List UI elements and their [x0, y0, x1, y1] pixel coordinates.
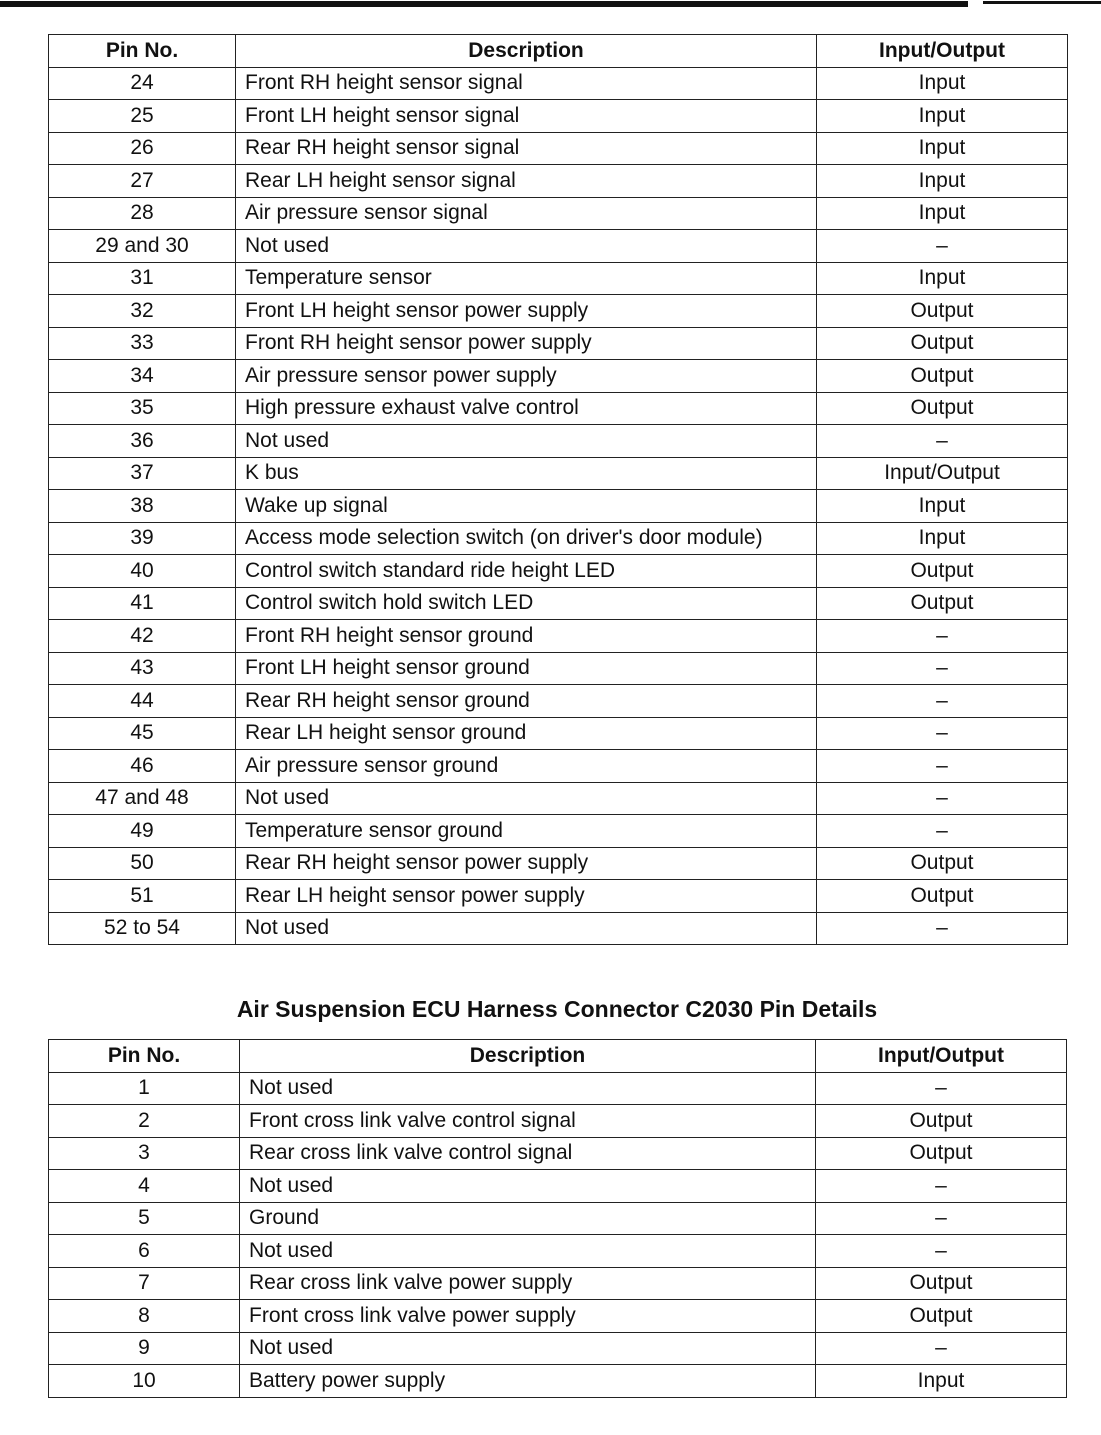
description-cell: Rear RH height sensor ground — [236, 685, 817, 718]
io-cell: Input — [817, 490, 1068, 523]
description-cell: K bus — [236, 457, 817, 490]
pin-cell: 41 — [49, 587, 236, 620]
pin-cell: 25 — [49, 100, 236, 133]
io-cell: – — [816, 1170, 1067, 1203]
io-cell: – — [816, 1235, 1067, 1268]
description-cell: Air pressure sensor ground — [236, 750, 817, 783]
description-cell: Wake up signal — [236, 490, 817, 523]
description-cell: Not used — [236, 912, 817, 945]
pin-cell: 5 — [49, 1202, 240, 1235]
table-row — [49, 457, 1068, 490]
table-row — [49, 685, 1068, 718]
table-row — [49, 880, 1068, 913]
io-cell: – — [817, 230, 1068, 263]
io-cell: Input — [817, 262, 1068, 295]
table-row — [49, 230, 1068, 263]
pin-cell: 33 — [49, 327, 236, 360]
description-cell: Not used — [240, 1072, 816, 1105]
io-cell: Input — [817, 165, 1068, 198]
table-row — [49, 490, 1068, 523]
pin-cell: 35 — [49, 392, 236, 425]
pin-cell: 47 and 48 — [49, 782, 236, 815]
table-row — [49, 652, 1068, 685]
io-cell: – — [817, 685, 1068, 718]
description-cell: Battery power supply — [240, 1365, 816, 1398]
pin-cell: 26 — [49, 132, 236, 165]
table-row — [49, 360, 1068, 393]
pin-cell: 34 — [49, 360, 236, 393]
table-row — [49, 1332, 1067, 1365]
description-cell: Front cross link valve control signal — [240, 1105, 816, 1138]
pin-cell: 50 — [49, 847, 236, 880]
io-cell: – — [816, 1072, 1067, 1105]
pin-cell: 29 and 30 — [49, 230, 236, 263]
pin-cell: 1 — [49, 1072, 240, 1105]
description-cell: Front RH height sensor power supply — [236, 327, 817, 360]
io-cell: Input — [817, 522, 1068, 555]
io-cell: – — [817, 782, 1068, 815]
table-row — [49, 847, 1068, 880]
column-header-description: Description — [240, 1040, 816, 1073]
pin-cell: 49 — [49, 815, 236, 848]
pin-cell: 27 — [49, 165, 236, 198]
description-cell: Not used — [236, 782, 817, 815]
description-cell: Access mode selection switch (on driver's door module) — [236, 522, 817, 555]
pin-cell: 52 to 54 — [49, 912, 236, 945]
table-row — [49, 555, 1068, 588]
pin-cell: 3 — [49, 1137, 240, 1170]
table-row — [49, 1300, 1067, 1333]
pin-cell: 51 — [49, 880, 236, 913]
top-rule — [0, 1, 968, 7]
description-cell: Not used — [240, 1332, 816, 1365]
description-cell: Rear cross link valve control signal — [240, 1137, 816, 1170]
io-cell: Output — [817, 327, 1068, 360]
description-cell: Rear RH height sensor power supply — [236, 847, 817, 880]
table-row — [49, 782, 1068, 815]
io-cell: Output — [817, 587, 1068, 620]
io-cell: Output — [817, 847, 1068, 880]
table-header-row — [49, 35, 1068, 68]
column-header-description: Description — [236, 35, 817, 68]
pin-cell: 31 — [49, 262, 236, 295]
pin-cell: 40 — [49, 555, 236, 588]
table-row — [49, 100, 1068, 133]
io-cell: Input — [817, 67, 1068, 100]
pin-cell: 42 — [49, 620, 236, 653]
io-cell: Output — [816, 1137, 1067, 1170]
description-cell: Not used — [240, 1235, 816, 1268]
pin-cell: 24 — [49, 67, 236, 100]
table-row — [49, 67, 1068, 100]
description-cell: Rear cross link valve power supply — [240, 1267, 816, 1300]
table-row — [49, 1170, 1067, 1203]
io-cell: Output — [816, 1267, 1067, 1300]
description-cell: Ground — [240, 1202, 816, 1235]
column-header-io: Input/Output — [816, 1040, 1067, 1073]
table-row — [49, 1072, 1067, 1105]
io-cell: Input — [816, 1365, 1067, 1398]
io-cell: – — [816, 1332, 1067, 1365]
table-row — [49, 392, 1068, 425]
pin-cell: 44 — [49, 685, 236, 718]
pin-cell: 7 — [49, 1267, 240, 1300]
io-cell: – — [816, 1202, 1067, 1235]
section-title: Air Suspension ECU Harness Connector C2030 Pin Details — [236, 996, 878, 1022]
description-cell: Front RH height sensor signal — [236, 67, 817, 100]
io-cell: – — [817, 912, 1068, 945]
description-cell: Front LH height sensor ground — [236, 652, 817, 685]
pin-cell: 8 — [49, 1300, 240, 1333]
table-row — [49, 912, 1068, 945]
io-cell: Input — [817, 197, 1068, 230]
io-cell: Output — [817, 392, 1068, 425]
pin-cell: 46 — [49, 750, 236, 783]
pin-cell: 10 — [49, 1365, 240, 1398]
io-cell: – — [817, 652, 1068, 685]
io-cell: Input — [817, 100, 1068, 133]
pin-cell: 38 — [49, 490, 236, 523]
io-cell: Output — [816, 1105, 1067, 1138]
description-cell: Temperature sensor ground — [236, 815, 817, 848]
pin-cell: 32 — [49, 295, 236, 328]
table-row — [49, 295, 1068, 328]
pin-table-continued — [48, 34, 1068, 945]
pin-cell: 37 — [49, 457, 236, 490]
pin-cell: 36 — [49, 425, 236, 458]
table-row — [49, 522, 1068, 555]
table-row — [49, 165, 1068, 198]
description-cell: Air pressure sensor power supply — [236, 360, 817, 393]
description-cell: Front LH height sensor signal — [236, 100, 817, 133]
pin-cell: 9 — [49, 1332, 240, 1365]
description-cell: Rear RH height sensor signal — [236, 132, 817, 165]
description-cell: Rear LH height sensor signal — [236, 165, 817, 198]
io-cell: Input/Output — [817, 457, 1068, 490]
description-cell: Temperature sensor — [236, 262, 817, 295]
io-cell: Output — [817, 555, 1068, 588]
description-cell: Front RH height sensor ground — [236, 620, 817, 653]
pin-cell: 6 — [49, 1235, 240, 1268]
column-header-pin: Pin No. — [49, 35, 236, 68]
description-cell: Control switch hold switch LED — [236, 587, 817, 620]
pin-table-c2030 — [48, 1039, 1067, 1398]
table-header-row — [49, 1040, 1067, 1073]
table-row — [49, 587, 1068, 620]
io-cell: – — [817, 620, 1068, 653]
table-row — [49, 1202, 1067, 1235]
pin-cell: 2 — [49, 1105, 240, 1138]
top-rule-short — [983, 1, 1101, 4]
io-cell: – — [817, 425, 1068, 458]
pin-cell: 39 — [49, 522, 236, 555]
table-row — [49, 1235, 1067, 1268]
pin-cell: 45 — [49, 717, 236, 750]
description-cell: Front LH height sensor power supply — [236, 295, 817, 328]
pin-cell: 43 — [49, 652, 236, 685]
table-row — [49, 750, 1068, 783]
description-cell: Not used — [240, 1170, 816, 1203]
table-row — [49, 1137, 1067, 1170]
description-cell: Air pressure sensor signal — [236, 197, 817, 230]
table-row — [49, 1365, 1067, 1398]
io-cell: Output — [816, 1300, 1067, 1333]
pin-cell: 28 — [49, 197, 236, 230]
column-header-io: Input/Output — [817, 35, 1068, 68]
io-cell: – — [817, 717, 1068, 750]
description-cell: Front cross link valve power supply — [240, 1300, 816, 1333]
table-row — [49, 262, 1068, 295]
io-cell: Output — [817, 880, 1068, 913]
table-row — [49, 425, 1068, 458]
description-cell: Rear LH height sensor ground — [236, 717, 817, 750]
pin-cell: 4 — [49, 1170, 240, 1203]
table-row — [49, 1267, 1067, 1300]
table-row — [49, 717, 1068, 750]
io-cell: Output — [817, 295, 1068, 328]
description-cell: Not used — [236, 230, 817, 263]
description-cell: Control switch standard ride height LED — [236, 555, 817, 588]
io-cell: – — [817, 750, 1068, 783]
table-row — [49, 1105, 1067, 1138]
description-cell: Rear LH height sensor power supply — [236, 880, 817, 913]
table-row — [49, 815, 1068, 848]
table-row — [49, 620, 1068, 653]
description-cell: High pressure exhaust valve control — [236, 392, 817, 425]
table-row — [49, 132, 1068, 165]
io-cell: Output — [817, 360, 1068, 393]
io-cell: Input — [817, 132, 1068, 165]
column-header-pin: Pin No. — [49, 1040, 240, 1073]
table-row — [49, 327, 1068, 360]
io-cell: – — [817, 815, 1068, 848]
description-cell: Not used — [236, 425, 817, 458]
table-row — [49, 197, 1068, 230]
